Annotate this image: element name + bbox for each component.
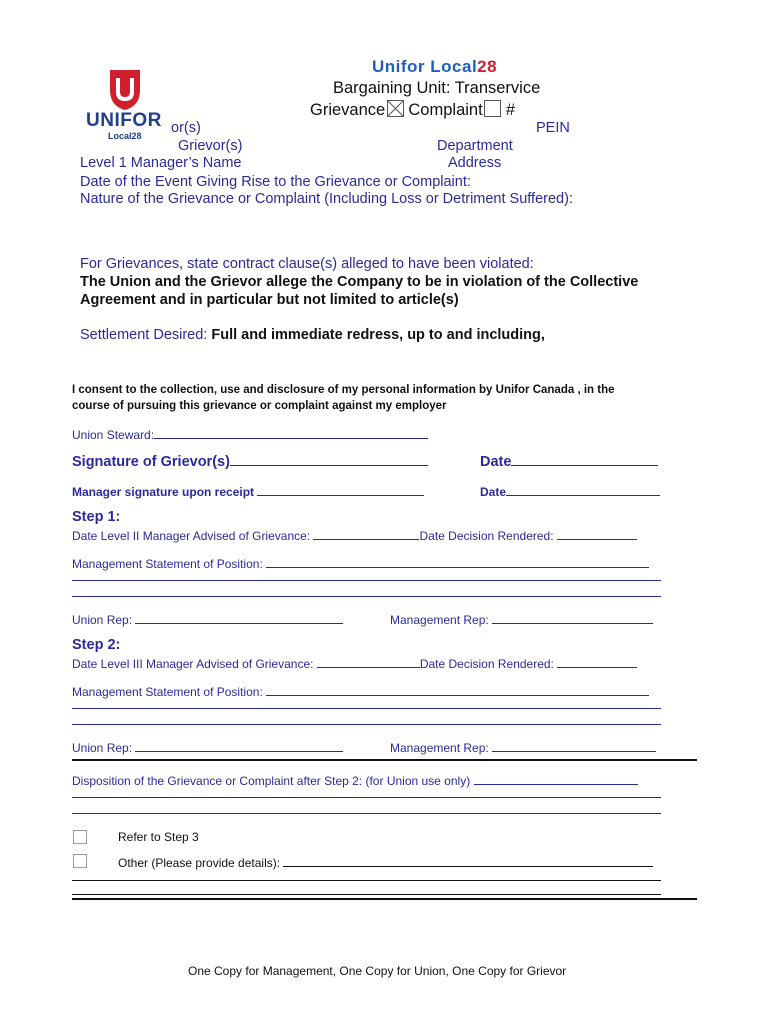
step1-mgmt-rep-label: Management Rep:: [390, 613, 489, 627]
bargaining-unit: Bargaining Unit: Transervice: [333, 79, 541, 97]
step2-advised-line[interactable]: [317, 655, 420, 668]
step1-statement-label: Management Statement of Position:: [72, 557, 263, 571]
step1-heading: Step 1:: [72, 509, 121, 525]
manager-name-label: Level 1 Manager’s Name: [80, 155, 242, 171]
settlement-text: Full and immediate redress, up to and including,: [211, 327, 545, 343]
grievance-label: Grievance: [310, 101, 386, 119]
step2-mgmt-rep-line[interactable]: [492, 739, 656, 752]
event-date-label: Date of the Event Giving Rise to the Grievance or Complaint:: [80, 174, 471, 190]
step2-mgmt-rep-row: [390, 739, 656, 755]
step2-rendered-label: Date Decision Rendered:: [419, 657, 554, 671]
step2-statement-row: [72, 683, 649, 699]
step1-union-rep-line[interactable]: [135, 611, 343, 624]
other-details-line[interactable]: [283, 854, 653, 867]
union-steward-label: Union Steward:: [72, 428, 155, 442]
consent-line-1: I consent to the collection, use and disclosure of my personal information by Unifor Canada , in the: [72, 384, 615, 396]
contract-clause-label: For Grievances, state contract clause(s) alleged to have been violated:: [80, 256, 534, 272]
step2-mgmt-rep-label: Management Rep:: [390, 741, 489, 755]
manager-signature-label: Manager signature upon receipt: [72, 485, 255, 499]
grievor-signature-row: [72, 453, 428, 470]
step1-advised-row: [72, 527, 637, 543]
bottom-divider: [72, 898, 697, 900]
step1-statement-line-3[interactable]: [72, 596, 661, 597]
manager-signature-row: [72, 483, 424, 499]
step1-statement-row: [72, 555, 649, 571]
settlement-row: [80, 327, 545, 343]
step1-statement-line[interactable]: [266, 555, 649, 568]
disposition-label: Disposition of the Grievance or Complaint after Step 2: (for Union use only): [72, 774, 471, 788]
title-number: 28: [477, 57, 498, 76]
manager-date-label: Date: [480, 485, 507, 499]
step1-union-rep-row: [72, 611, 343, 627]
step2-statement-label: Management Statement of Position:: [72, 685, 263, 699]
disposition-line-3[interactable]: [72, 813, 661, 814]
step1-mgmt-rep-line[interactable]: [492, 611, 653, 624]
grievor-signature-label: Signature of Grievor(s): [72, 454, 230, 470]
step1-rendered-line[interactable]: [557, 527, 637, 540]
step2-union-rep-row: [72, 739, 343, 755]
step2-statement-line-3[interactable]: [72, 724, 661, 725]
step2-union-rep-line[interactable]: [135, 739, 343, 752]
step2-advised-label: Date Level III Manager Advised of Grievance:: [72, 657, 314, 671]
consent-line-2: course of pursuing this grievance or complaint against my employer: [72, 400, 447, 412]
step2-statement-line-2[interactable]: [72, 708, 661, 709]
grievor-date-label: Date: [480, 454, 512, 470]
nature-label: Nature of the Grievance or Complaint (Including Loss or Detriment Suffered):: [80, 191, 573, 207]
step1-mgmt-rep-row: [390, 611, 653, 627]
address-label: Address: [448, 155, 502, 171]
grievor-date-line[interactable]: [511, 453, 658, 466]
step1-statement-line-2[interactable]: [72, 580, 661, 581]
grievor-signature-line[interactable]: [230, 453, 428, 466]
logo-wordmark: UNIFOR: [86, 110, 162, 131]
step2-advised-row: [72, 655, 637, 671]
union-steward-line[interactable]: [154, 426, 428, 439]
step1-advised-line[interactable]: [313, 527, 419, 540]
disposition-line-2[interactable]: [72, 797, 661, 798]
grievor-date-row: [480, 453, 658, 470]
step2-statement-line[interactable]: [266, 683, 649, 696]
other-label: Other (Please provide details):: [118, 856, 281, 870]
grievance-complaint-row: [310, 100, 515, 120]
step1-union-rep-label: Union Rep:: [72, 613, 133, 627]
disposition-row: [72, 772, 638, 788]
manager-date-row: [480, 483, 660, 499]
manager-date-line[interactable]: [506, 483, 660, 496]
pein-label: PEIN: [536, 120, 570, 136]
refer-step3-label: Refer to Step 3: [118, 830, 199, 844]
settlement-label: Settlement Desired:: [80, 327, 208, 343]
complaint-label: Complaint: [408, 101, 483, 119]
disposition-line[interactable]: [474, 772, 638, 785]
other-checkbox[interactable]: [73, 854, 87, 868]
union-steward-row: [72, 426, 428, 442]
step1-rendered-label: Date Decision Rendered:: [419, 529, 554, 543]
other-details-line-3[interactable]: [72, 894, 661, 895]
step1-advised-label: Date Level II Manager Advised of Grievance:: [72, 529, 311, 543]
number-sign: #: [505, 101, 516, 119]
other-details-line-2[interactable]: [72, 880, 661, 881]
section-divider: [72, 759, 697, 761]
refer-step3-checkbox[interactable]: [73, 830, 87, 844]
logo-local: Local28: [108, 131, 142, 141]
step2-union-rep-label: Union Rep:: [72, 741, 133, 755]
page-title: [372, 57, 497, 77]
step2-heading: Step 2:: [72, 637, 121, 653]
grievors-label: or(s): [171, 120, 201, 136]
department-label: Department: [437, 138, 513, 154]
unifor-logo: [82, 68, 168, 144]
allegation-line-2: Agreement and in particular but not limited to article(s): [80, 292, 459, 308]
checked-x-icon: [388, 101, 403, 116]
allegation-line-1: The Union and the Grievor allege the Company to be in violation of the Collective: [80, 274, 639, 290]
other-row: [118, 854, 653, 870]
footer-copies: One Copy for Management, One Copy for Union, One Copy for Grievor: [188, 964, 567, 978]
title-text: Unifor Local: [372, 57, 478, 76]
manager-signature-line[interactable]: [257, 483, 424, 496]
grievors-label-2: Grievor(s): [178, 138, 243, 154]
grievance-checkbox[interactable]: [387, 100, 404, 117]
complaint-checkbox[interactable]: [484, 100, 501, 117]
step2-rendered-line[interactable]: [557, 655, 637, 668]
